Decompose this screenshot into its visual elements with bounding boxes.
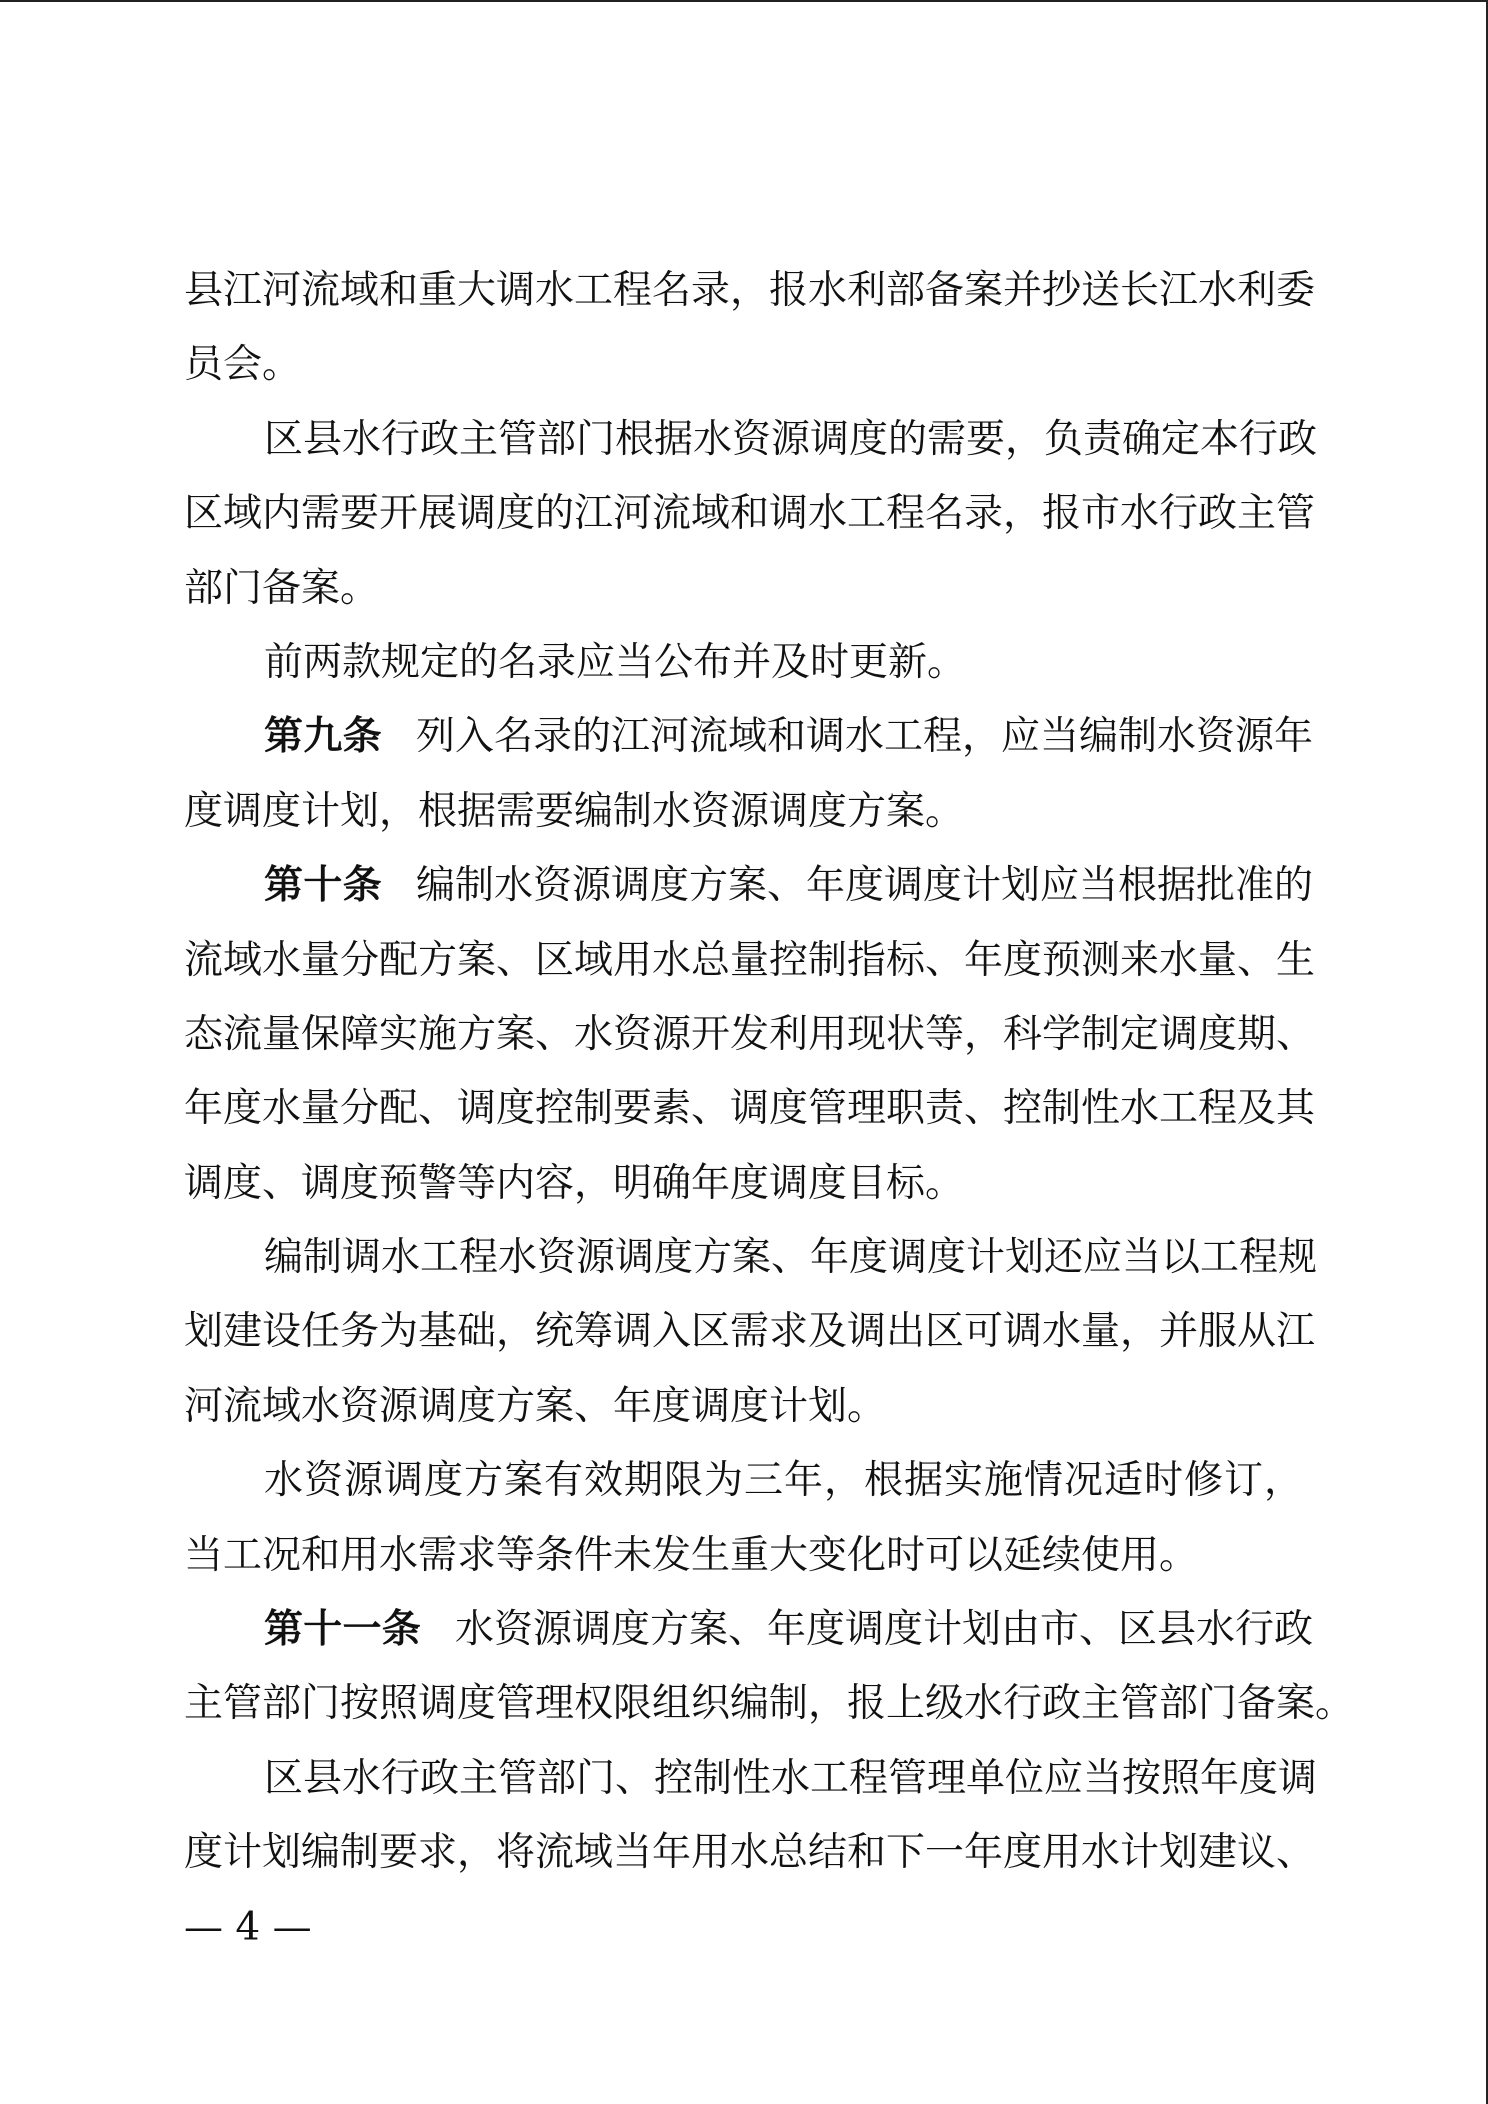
text-line xyxy=(184,1072,1316,1146)
line-text: 员会。 xyxy=(184,342,302,388)
article-heading: 第十条 xyxy=(264,863,383,909)
line-text: 态流量保障实施方案、水资源开发利用现状等，科学制定调度期、 xyxy=(184,1011,1316,1057)
text-line xyxy=(184,1667,1355,1741)
text-line xyxy=(184,552,1304,626)
text-line xyxy=(184,1221,1318,1295)
line-text: 河流域水资源调度方案、年度调度计划。 xyxy=(184,1383,887,1429)
line-text: 划建设任务为基础，统筹调入区需求及调出区可调水量，并服从江 xyxy=(184,1309,1316,1355)
text-line xyxy=(184,700,1314,774)
text-line xyxy=(184,1519,1304,1593)
line-text: 主管部门按照调度管理权限组织编制，报上级水行政主管部门备案。 xyxy=(184,1681,1355,1727)
text-line xyxy=(184,849,1314,923)
text-line xyxy=(184,924,1316,998)
line-text: 流域水量分配方案、区域用水总量控制指标、年度预测来水量、生 xyxy=(184,937,1316,983)
text-line xyxy=(184,1444,1304,1518)
article-heading: 第十一条 xyxy=(264,1607,422,1653)
text-line xyxy=(184,1816,1316,1890)
document-body xyxy=(184,254,1355,1891)
line-text: 列入名录的江河流域和调水工程，应当编制水资源年 xyxy=(416,714,1314,760)
line-text: 区域内需要开展调度的江河流域和调水工程名录，报市水行政主管 xyxy=(184,491,1316,537)
line-text: 前两款规定的名录应当公布并及时更新。 xyxy=(264,639,967,685)
text-line xyxy=(184,1593,1314,1667)
text-line xyxy=(184,998,1316,1072)
line-text: 调度、调度预警等内容，明确年度调度目标。 xyxy=(184,1160,965,1206)
text-line xyxy=(184,477,1316,551)
line-text: 县江河流域和重大调水工程名录，报水利部备案并抄送长江水利委 xyxy=(184,268,1316,313)
text-line xyxy=(184,1742,1318,1816)
text-line xyxy=(184,254,1316,328)
line-text: 编制调水工程水资源调度方案、年度调度计划还应当以工程规 xyxy=(264,1235,1318,1281)
text-line xyxy=(184,775,1304,849)
line-text: 部门备案。 xyxy=(184,565,380,611)
line-text: 编制水资源调度方案、年度调度计划应当根据批准的 xyxy=(416,863,1314,909)
line-text: 当工况和用水需求等条件未发生重大变化时可以延续使用。 xyxy=(184,1532,1199,1578)
line-text: 度调度计划，根据需要编制水资源调度方案。 xyxy=(184,788,965,834)
text-line xyxy=(184,626,1304,700)
line-text: 年度水量分配、调度控制要素、调度管理职责、控制性水工程及其 xyxy=(184,1086,1316,1132)
line-text: 区县水行政主管部门根据水资源调度的需要，负责确定本行政 xyxy=(264,416,1318,462)
text-line xyxy=(184,1370,1304,1444)
page-number: — 4 — xyxy=(184,1905,312,1950)
text-line xyxy=(184,403,1318,477)
line-text: 水资源调度方案有效期限为三年，根据实施情况适时修订， xyxy=(264,1458,1303,1504)
text-line xyxy=(184,1147,1304,1221)
page-border-top xyxy=(0,0,1488,2)
line-text: 区县水行政主管部门、控制性水工程管理单位应当按照年度调 xyxy=(264,1755,1318,1801)
line-text: 度计划编制要求，将流域当年用水总结和下一年度用水计划建议、 xyxy=(184,1830,1316,1876)
text-line xyxy=(184,1295,1316,1369)
article-heading: 第九条 xyxy=(264,714,383,760)
text-line xyxy=(184,328,1304,402)
line-text: 水资源调度方案、年度调度计划由市、区县水行政 xyxy=(455,1607,1314,1653)
